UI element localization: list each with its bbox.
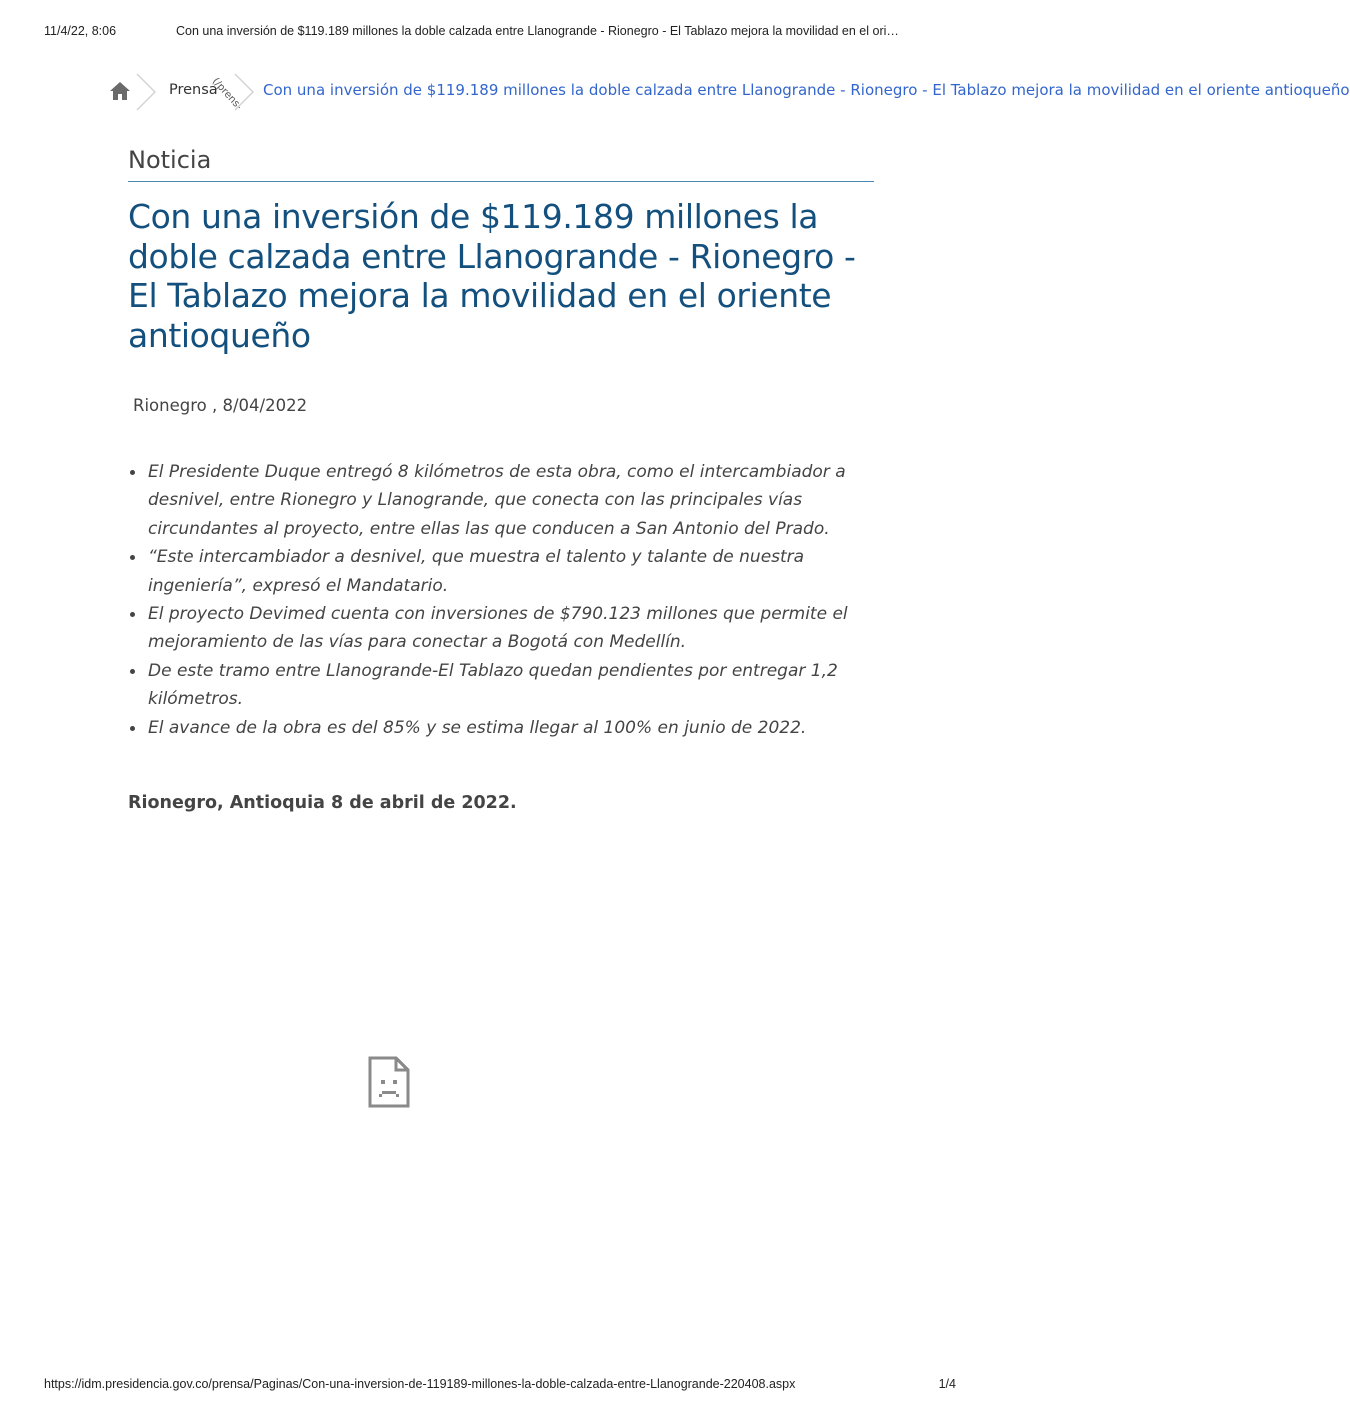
list-item: El Presidente Duque entregó 8 kilómetros de esta obra, como el intercambiador a desnivel, entre Rionegro y Llanogrande, que conecta con las principales vías circundantes al proyecto, entre ellas las que conducen a San Antonio del Prado. bbox=[148, 458, 898, 543]
breadcrumb-item-current[interactable]: Con una inversión de $119.189 millones la doble calzada entre Llanogrande - Rionegro - El Tablazo mejora la movilidad en el oriente antioqueño bbox=[263, 81, 1350, 99]
article-dateline: Rionegro , 8/04/2022 bbox=[133, 396, 308, 415]
list-item: De este tramo entre Llanogrande-El Tablazo quedan pendientes por entregar 1,2 kilómetros. bbox=[148, 657, 898, 714]
print-datetime: 11/4/22, 8:06 bbox=[44, 24, 117, 38]
print-url: https://idm.presidencia.gov.co/prensa/Paginas/Con-una-inversion-de-119189-millones-la-doble-calzada-entre-Llanogrande-220408.aspx bbox=[44, 1377, 796, 1391]
article-headline: Con una inversión de $119.189 millones la doble calzada entre Llanogrande - Rionegro - El Tablazo mejora la movilidad en el oriente antioqueño bbox=[128, 197, 856, 355]
breadcrumb-stray-text: (/prens- bbox=[209, 76, 244, 113]
print-footer bbox=[0, 1374, 1000, 1404]
home-icon[interactable] bbox=[108, 80, 132, 102]
page-indicator: 1/4 bbox=[938, 1377, 956, 1391]
list-item: “Este intercambiador a desnivel, que muestra el talento y talante de nuestra ingeniería”, expresó el Mandatario. bbox=[148, 543, 898, 600]
breadcrumb-item-prensa[interactable]: Prensa bbox=[169, 82, 218, 98]
section-label: Noticia bbox=[128, 146, 212, 174]
section-divider bbox=[128, 181, 874, 182]
broken-image-icon bbox=[366, 1054, 412, 1110]
print-page-title: Con una inversión de $119.189 millones la doble calzada entre Llanogrande - Rionegro - El Tablazo mejora la movilidad en el ori… bbox=[176, 24, 899, 38]
list-item: El proyecto Devimed cuenta con inversiones de $790.123 millones que permite el mejoramiento de las vías para conectar a Bogotá con Medellín. bbox=[148, 600, 898, 657]
print-header bbox=[0, 0, 1000, 40]
breadcrumb bbox=[108, 72, 1350, 113]
chevron-right-icon bbox=[134, 72, 158, 112]
list-item: El avance de la obra es del 85% y se estima llegar al 100% en junio de 2022. bbox=[148, 714, 898, 742]
article-closing-line: Rionegro, Antioquia 8 de abril de 2022. bbox=[128, 793, 517, 813]
highlights-list bbox=[128, 458, 898, 742]
chevron-right-icon bbox=[232, 72, 256, 112]
